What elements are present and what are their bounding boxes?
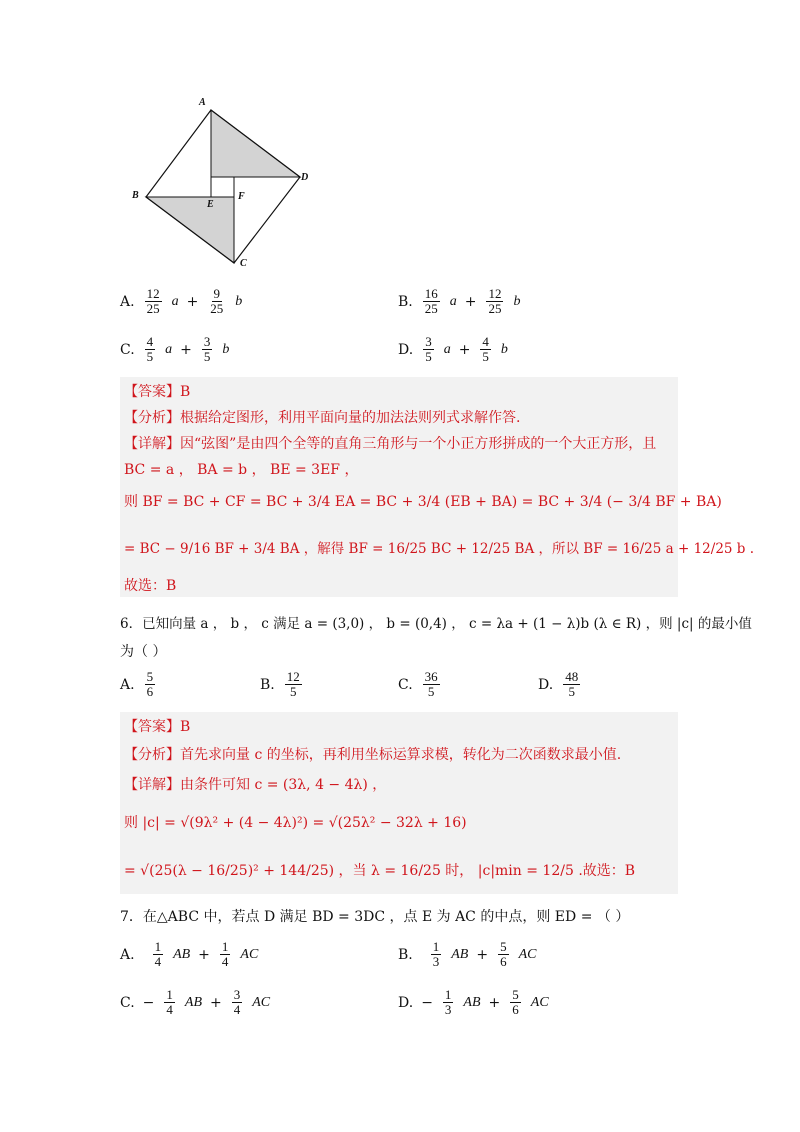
fraction: $\frac{5}{6}$	[512, 987, 519, 1017]
operator: +	[476, 946, 489, 963]
detail-line: 【详解】由条件可知 c = (3λ, 4 − 4λ) ，	[124, 777, 387, 793]
point-label-d: D	[301, 172, 309, 183]
option-label: C.	[398, 676, 413, 693]
detail-line-4: = BC − 9/16 BF + 3/4 BA ，解得 BF = 16/25 BC + 12/25 BA ，所以 BF = 16/25 a + 12/25 b .	[124, 541, 755, 557]
fraction: $\frac{12}{25}$	[488, 286, 502, 316]
fraction: $\frac{4}{5}$	[146, 334, 154, 364]
fraction: $\frac{1}{3}$	[444, 987, 452, 1017]
q7-option-b[interactable]	[398, 940, 536, 969]
sign: −	[421, 994, 433, 1011]
fraction: $\frac{1}{4}$	[154, 939, 162, 969]
q7-stem: 7．在△ABC 中，若点 D 满足 BD = 3DC ，点 E 为 AC 的中点，则 ED = （ ）	[120, 909, 630, 925]
fraction: $\frac{36}{5}$	[424, 669, 438, 699]
q6-option-d[interactable]	[538, 670, 582, 699]
option-label: B.	[398, 946, 413, 963]
option-label: A.	[120, 676, 135, 693]
fraction: $\frac{16}{25}$	[424, 286, 438, 316]
detail-line-2: BC = a ， BA = b ， BE = 3EF ，	[124, 462, 359, 478]
vector-a: a	[443, 341, 451, 357]
operator: +	[198, 946, 210, 963]
sign: −	[142, 994, 155, 1011]
point-label-a: A	[199, 97, 206, 108]
q6-option-c[interactable]	[398, 670, 442, 699]
vector-ab: AB	[184, 994, 203, 1010]
fraction: $\frac{3}{4}$	[233, 987, 241, 1017]
q6-stem-2: 为（ ）	[120, 644, 167, 660]
q6-option-a[interactable]	[120, 670, 157, 699]
q5-option-a[interactable]: A. $\frac{12}{25}$ a + $\frac{9}{25}$ b	[120, 286, 243, 316]
detail-line-3: 则 BF = BC + CF = BC + 3/4 EA = BC + 3/4 (EB + BA) = BC + 3/4 (− 3/4 BF + BA)	[124, 494, 722, 510]
option-label: A.	[120, 293, 135, 310]
geometry-figure	[128, 96, 313, 271]
vector-b: b	[235, 293, 243, 309]
vector-ac: AC	[240, 946, 259, 962]
q5-option-c[interactable]: C. $\frac{4}{5}$ a + $\frac{3}{5}$ b	[120, 334, 230, 364]
fraction: $\frac{48}{5}$	[565, 669, 579, 699]
vector-b: b	[513, 293, 521, 309]
point-label-c: C	[240, 258, 247, 269]
point-label-b: B	[132, 190, 139, 201]
fraction: $\frac{3}{5}$	[425, 334, 432, 364]
option-label: A.	[120, 946, 135, 963]
point-label-e: E	[207, 199, 214, 210]
vector-ac: AC	[252, 994, 271, 1010]
vector-b: b	[222, 341, 230, 357]
q7-option-c[interactable]	[120, 988, 270, 1017]
option-label: B.	[260, 676, 275, 693]
analysis-line: 【分析】首先求向量 c 的坐标，再利用坐标运算求模，转化为二次函数求最小值.	[124, 747, 622, 763]
q6-option-b[interactable]	[260, 670, 304, 699]
operator: +	[210, 994, 222, 1011]
fraction: $\frac{4}{5}$	[482, 334, 489, 364]
option-label: D.	[538, 676, 554, 693]
fraction: $\frac{5}{6}$	[146, 669, 154, 699]
detail-line: 【详解】因“弦图”是由四个全等的直角三角形与一个小正方形拼成的一个大正方形，且	[124, 436, 657, 452]
q5-answer-block	[120, 377, 755, 597]
answer-line: 【答案】B	[124, 719, 191, 735]
q5-option-d[interactable]: D. $\frac{3}{5}$ a + $\frac{4}{5}$ b	[398, 334, 508, 364]
analysis-line: 【分析】根据给定图形，利用平面向量的加法法则列式求解作答.	[124, 410, 521, 426]
q7-option-a[interactable]	[120, 940, 258, 969]
fraction: $\frac{1}{4}$	[221, 939, 229, 969]
q6-stem: 6．已知向量 a ， b ， c 满足 a = (3,0) ， b = (0,4) ， c = λa + (1 − λ)b (λ ∈ R) ，则 |c| 的最小值	[120, 616, 752, 632]
vector-ab: AB	[451, 946, 469, 962]
detail-line-2: 则 |c| = √(9λ² + (4 − 4λ)²) = √(25λ² − 32λ + 16)	[124, 815, 467, 831]
option-label: B.	[398, 293, 413, 310]
vector-a: a	[449, 293, 457, 309]
vector-ab: AB	[173, 946, 191, 962]
q7-option-d[interactable]	[398, 988, 549, 1017]
fraction: $\frac{5}{6}$	[500, 939, 507, 969]
vector-a: a	[165, 341, 173, 357]
vector-ac: AC	[518, 946, 537, 962]
detail-line-3: = √(25(λ − 16/25)² + 144/25) ，当 λ = 16/25 时， |c|min = 12/5 .故选：B	[124, 863, 636, 879]
q5-option-b[interactable]: B. $\frac{16}{25}$ a + $\frac{12}{25}$ b	[398, 286, 521, 316]
vector-ac: AC	[530, 994, 549, 1010]
fraction: $\frac{12}{5}$	[286, 669, 300, 699]
option-label: D.	[398, 994, 414, 1011]
fraction: $\frac{12}{25}$	[146, 286, 160, 316]
fraction: $\frac{9}{25}$	[210, 286, 224, 316]
option-label: C.	[120, 341, 135, 358]
point-label-f: F	[238, 191, 245, 202]
fraction: $\frac{3}{5}$	[203, 334, 211, 364]
option-label: D.	[398, 341, 414, 358]
operator: +	[488, 994, 501, 1011]
answer-line: 【答案】B	[124, 384, 191, 400]
vector-ab: AB	[463, 994, 481, 1010]
fraction: $\frac{1}{4}$	[166, 987, 173, 1017]
vector-a: a	[171, 293, 179, 309]
q6-answer-block	[120, 712, 678, 894]
fraction: $\frac{1}{3}$	[432, 939, 440, 969]
vector-b: b	[500, 341, 508, 357]
conclusion-line: 故选：B	[124, 578, 177, 594]
option-label: C.	[120, 994, 135, 1011]
